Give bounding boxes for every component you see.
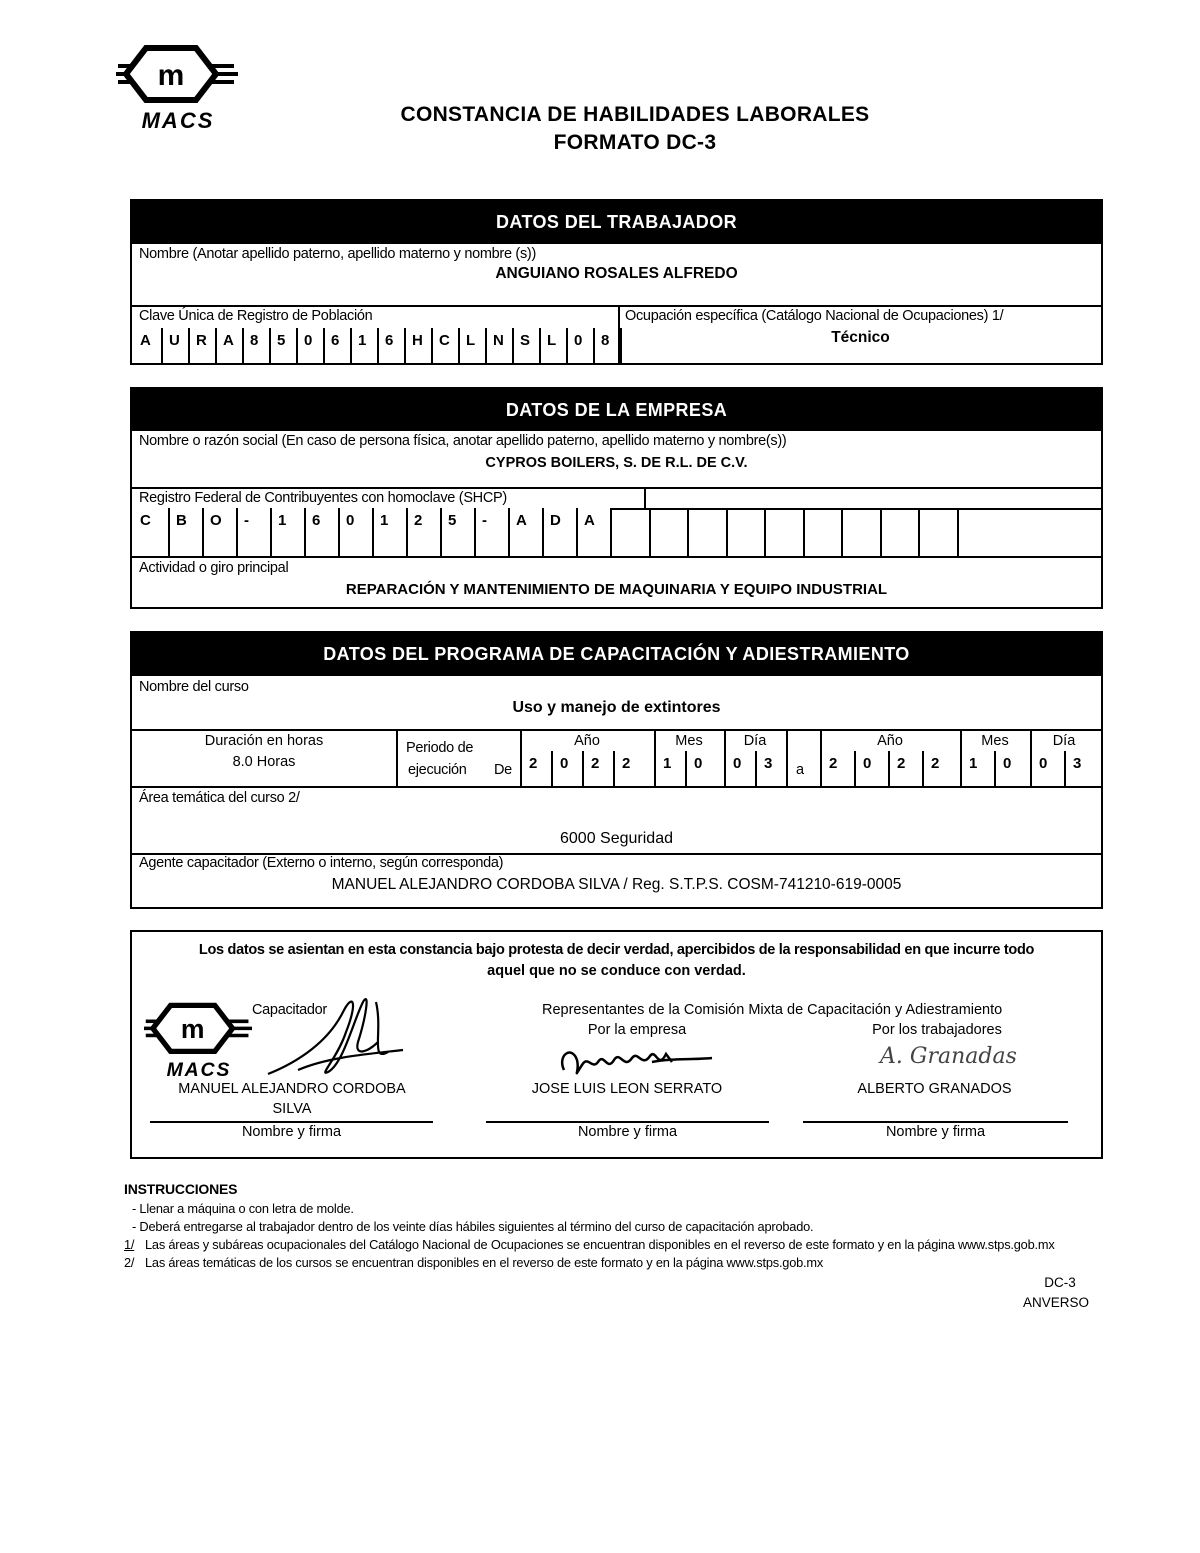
end-month-label: Mes: [981, 733, 1009, 749]
worker-name-label: Nombre (Anotar apellido paterno, apellido materno y nombre (s)): [139, 246, 536, 262]
workers-rep-sign-caption: Nombre y firma: [885, 1124, 986, 1140]
char-cell: 1: [372, 508, 406, 556]
char-cell: 0: [338, 508, 372, 556]
char-cell: [918, 508, 957, 556]
char-cell: 1: [960, 751, 994, 786]
char-cell: [610, 508, 649, 556]
end-year-label: Año: [877, 733, 903, 749]
activity-value: REPARACIÓN Y MANTENIMIENTO DE MAQUINARIA Y EQUIPO INDUSTRIAL: [345, 581, 888, 598]
activity-label: Actividad o giro principal: [139, 560, 289, 576]
char-cell: A: [508, 508, 542, 556]
trainer-sign-caption: Nombre y firma: [241, 1124, 342, 1140]
occupation-value: Técnico: [831, 329, 890, 346]
declaration-line-2: aquel que no se conduce con verdad.: [487, 963, 746, 979]
trainer-name-line-1: MANUEL ALEJANDRO CORDOBA: [178, 1081, 406, 1097]
company-name-label: Nombre o razón social (En caso de persona física, anotar apellido paterno, apellido materno y nombre(s)): [139, 433, 787, 449]
char-cell: 6: [323, 328, 350, 364]
char-cell: 2: [820, 751, 854, 786]
period-label-1: Periodo de: [406, 740, 474, 756]
char-cell: 1: [654, 751, 685, 786]
company-rep-label: Por la empresa: [587, 1022, 687, 1038]
trainer-label: Capacitador: [252, 1002, 327, 1018]
char-cell: B: [168, 508, 202, 556]
company-section: [130, 387, 1103, 609]
char-cell: 0: [551, 751, 582, 786]
char-cell: D: [542, 508, 576, 556]
agent-value: MANUEL ALEJANDRO CORDOBA SILVA / Reg. S.T.P.S. COSM-741210-619-0005: [331, 876, 902, 893]
period-label-2: ejecución: [408, 762, 467, 778]
char-cell: A: [215, 328, 242, 364]
char-cell: [726, 508, 765, 556]
char-cell: 2: [888, 751, 922, 786]
char-cell: L: [458, 328, 485, 364]
svg-text:m: m: [157, 59, 185, 92]
char-cell: 1: [270, 508, 304, 556]
footer-code: DC-3: [1044, 1275, 1076, 1290]
char-cell: 6: [304, 508, 338, 556]
char-cell: 2: [406, 508, 440, 556]
document-subtitle: FORMATO DC-3: [553, 131, 717, 154]
company-logo: [116, 40, 238, 132]
char-cell: 0: [296, 328, 323, 364]
char-cell: 0: [685, 751, 716, 786]
worker-section-title: DATOS DEL TRABAJADOR: [132, 201, 1101, 244]
char-cell: 0: [854, 751, 888, 786]
footer-side: ANVERSO: [1022, 1295, 1090, 1310]
area-label: Área temática del curso 2/: [139, 790, 300, 806]
commission-label: Representantes de la Comisión Mixta de Capacitación y Adiestramiento: [542, 1002, 1003, 1018]
char-cell: 2: [613, 751, 644, 786]
rfc-label: Registro Federal de Contribuyentes con homoclave (SHCP): [139, 490, 507, 506]
char-cell: 2: [922, 751, 956, 786]
workers-rep-signature: A. Granadas: [880, 1044, 1017, 1069]
char-cell: 0: [724, 751, 755, 786]
course-value: Uso y manejo de extintores: [512, 699, 721, 716]
to-label: a: [796, 762, 804, 778]
char-cell: 3: [755, 751, 786, 786]
note-1-mark: 1/: [124, 1237, 135, 1252]
declaration-line-1: Los datos se asientan en esta constancia bajo protesta de decir verdad, apercibidos de la responsabilidad en que incurre todo: [198, 942, 1035, 958]
svg-text:MACS: MACS: [166, 1059, 232, 1082]
char-cell: -: [236, 508, 270, 556]
company-rep-sign-caption: Nombre y firma: [577, 1124, 678, 1140]
char-cell: 2: [520, 751, 551, 786]
instructions-title: INSTRUCCIONES: [124, 1181, 238, 1197]
trainer-name-line-2: SILVA: [272, 1101, 312, 1117]
curp-label: Clave Única de Registro de Población: [139, 308, 373, 324]
note-2-mark: 2/: [124, 1255, 135, 1270]
document-title: CONSTANCIA DE HABILIDADES LABORALES: [400, 103, 870, 126]
char-cell: 8: [242, 328, 269, 364]
char-cell: A: [140, 332, 151, 349]
trainer-signature: [258, 982, 408, 1087]
svg-text:m: m: [180, 1014, 205, 1045]
program-section: [130, 631, 1103, 909]
trainer-stamp-logo: [144, 994, 252, 1084]
char-cell: C: [431, 328, 458, 364]
note-2-text: Las áreas temáticas de los cursos se encuentran disponibles en el reverso de este formato y en la página www.stps.gob.mx: [145, 1255, 824, 1270]
char-cell: L: [539, 328, 566, 364]
occupation-label: Ocupación específica (Catálogo Nacional de Ocupaciones) 1/: [625, 308, 1004, 324]
note-1-text: Las áreas y subáreas ocupacionales del Catálogo Nacional de Ocupaciones se encuentran disponibles en el reverso de este formato y en la página www.stps.gob.mx: [145, 1237, 1055, 1252]
char-cell: [880, 508, 919, 556]
worker-section: [130, 199, 1103, 365]
area-value: 6000 Seguridad: [560, 830, 673, 847]
program-section-title: DATOS DEL PROGRAMA DE CAPACITACIÓN Y ADIESTRAMIENTO: [132, 633, 1101, 676]
char-cell: C: [140, 512, 151, 529]
char-cell: 8: [593, 328, 620, 364]
char-cell: 6: [377, 328, 404, 364]
char-cell: 0: [994, 751, 1028, 786]
duration-label: Duración en horas: [204, 733, 324, 749]
char-cell: 5: [440, 508, 474, 556]
char-cell: 0: [1030, 751, 1064, 786]
char-cell: [803, 508, 842, 556]
char-cell: [687, 508, 726, 556]
instruction-item: - Llenar a máquina o con letra de molde.: [132, 1201, 354, 1216]
char-cell: N: [485, 328, 512, 364]
company-rep-name: JOSE LUIS LEON SERRATO: [531, 1081, 723, 1097]
char-cell: [957, 508, 996, 556]
workers-rep-name: ALBERTO GRANADOS: [857, 1081, 1012, 1097]
workers-rep-label: Por los trabajadores: [872, 1022, 1002, 1038]
char-cell: A: [576, 508, 610, 556]
instruction-item: - Deberá entregarse al trabajador dentro de los veinte días hábiles siguientes al término del curso de capacitación aprobado.: [132, 1219, 814, 1234]
company-section-title: DATOS DE LA EMPRESA: [132, 389, 1101, 431]
char-cell: S: [512, 328, 539, 364]
from-label: De: [494, 762, 512, 778]
char-cell: 3: [1064, 751, 1098, 786]
course-label: Nombre del curso: [139, 679, 249, 695]
char-cell: R: [188, 328, 215, 364]
char-cell: 2: [582, 751, 613, 786]
char-cell: 5: [269, 328, 296, 364]
char-cell: O: [202, 508, 236, 556]
char-cell: [649, 508, 688, 556]
end-day-label: Día: [1052, 733, 1076, 749]
char-cell: 0: [566, 328, 593, 364]
company-name-value: CYPROS BOILERS, S. DE R.L. DE C.V.: [485, 455, 748, 471]
char-cell: H: [404, 328, 431, 364]
char-cell: 1: [350, 328, 377, 364]
company-rep-signature: [552, 1040, 722, 1082]
svg-text:MACS: MACS: [141, 108, 215, 132]
char-cell: [764, 508, 803, 556]
start-month-label: Mes: [675, 733, 703, 749]
signatures-section: [130, 930, 1103, 1159]
worker-name-value: ANGUIANO ROSALES ALFREDO: [495, 265, 738, 282]
start-year-label: Año: [574, 733, 600, 749]
char-cell: U: [161, 328, 188, 364]
duration-value: 8.0 Horas: [232, 754, 296, 770]
agent-label: Agente capacitador (Externo o interno, según corresponda): [139, 855, 504, 871]
start-day-label: Día: [743, 733, 767, 749]
char-cell: [841, 508, 880, 556]
char-cell: -: [474, 508, 508, 556]
